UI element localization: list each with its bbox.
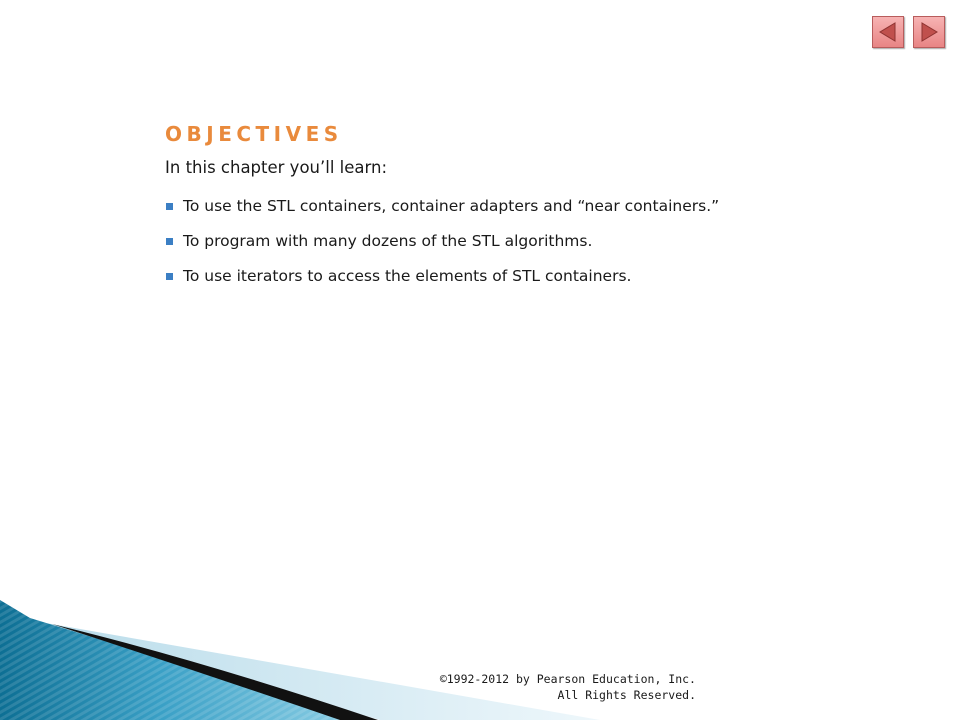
objective-text: To program with many dozens of the STL algorithms. [183,232,593,250]
next-slide-button[interactable] [913,16,945,48]
objective-item [165,194,805,218]
square-bullet-icon [166,238,173,245]
square-bullet-icon [166,203,173,210]
square-bullet-icon [166,273,173,280]
slide-intro: In this chapter you’ll learn: [165,158,388,177]
objective-text: To use iterators to access the elements of STL containers. [183,267,632,285]
triangle-left-icon [873,17,903,47]
triangle-right-icon [914,17,944,47]
objectives-list [165,194,805,288]
copyright-notice [400,671,696,703]
slide-heading: OBJECTIVES [165,122,343,146]
objective-item [165,229,805,253]
objective-text: To use the STL containers, container adapters and “near containers.” [183,197,720,215]
objective-item [165,264,805,288]
rights-line: All Rights Reserved. [557,688,696,702]
slide-content [165,120,805,299]
previous-slide-button[interactable] [872,16,904,48]
copyright-line: ©1992-2012 by Pearson Education, Inc. [439,672,696,686]
